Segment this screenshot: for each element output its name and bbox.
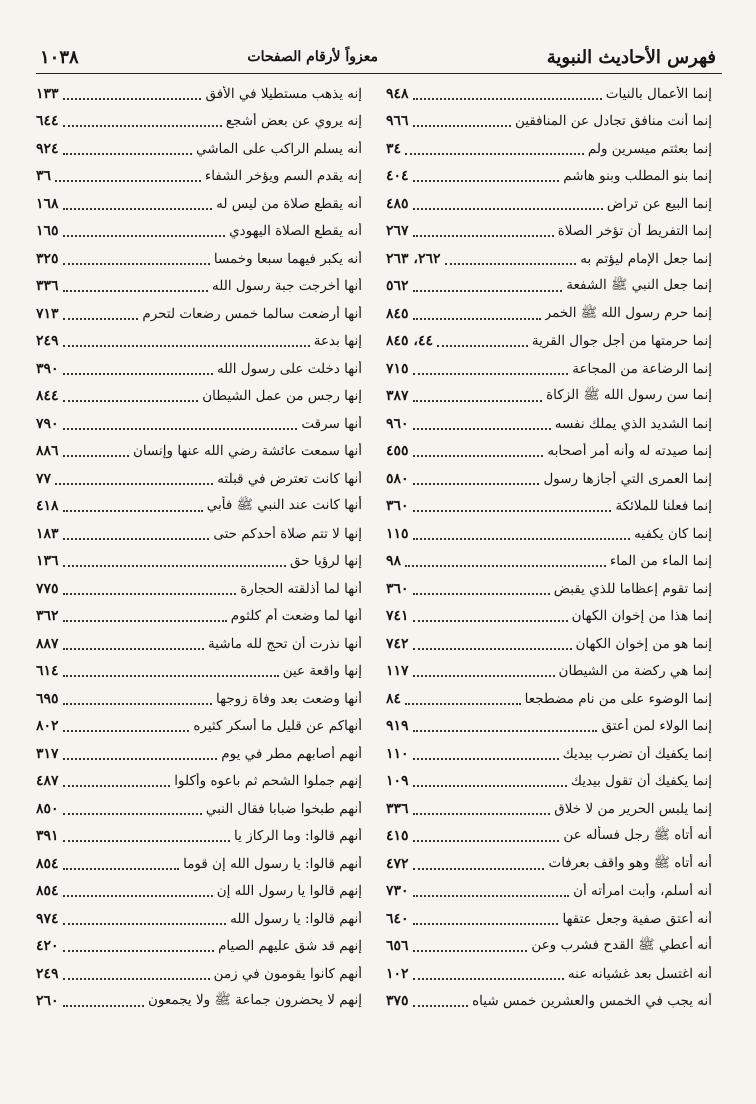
left-column (36, 80, 362, 1015)
index-entry (36, 273, 362, 301)
index-entry (36, 520, 362, 548)
dot-leader (63, 235, 226, 237)
index-entry (386, 933, 712, 961)
page-reference: ٧٧٥ (36, 580, 59, 597)
dot-leader (63, 1005, 144, 1007)
dot-leader (63, 675, 279, 677)
index-entry (386, 603, 712, 631)
hadith-text: أنه يقطع صلاة من ليس له (216, 195, 362, 212)
dot-leader (63, 290, 208, 292)
index-entry (386, 465, 712, 493)
dot-leader (413, 1005, 469, 1007)
hadith-text: إنه يقدم السم ويؤخر الشفاء (204, 168, 362, 185)
hadith-text: أنه أعتق صفية وجعل عتقها (562, 910, 712, 927)
hadith-text: إنما الماء من الماء (609, 553, 712, 570)
hadith-text: أنها نذرت أن تحج لله ماشية (207, 635, 362, 652)
page-reference: ١٠٢ (386, 965, 409, 982)
hadith-text: إنما تقوم إعظاما للذي يقبض (553, 580, 712, 597)
page-reference: ٧١٣ (36, 305, 59, 322)
page-reference: ٣٦٠ (386, 498, 409, 515)
index-entry (386, 768, 712, 796)
index-entry (386, 328, 712, 356)
dot-leader (413, 978, 564, 980)
index-entry (386, 850, 712, 878)
page-reference: ٦٤٠ (386, 910, 409, 927)
dot-leader (63, 98, 202, 100)
dot-leader (413, 648, 572, 650)
index-entry (36, 548, 362, 576)
page-reference: ٤١٥ (386, 828, 409, 845)
page-reference: ١٣٦ (36, 553, 59, 570)
hadith-text: إنما الرضاعة من المجاعة (572, 360, 712, 377)
hadith-text: إنه يذهب مستطيلا في الأفق (205, 85, 362, 102)
dot-leader (413, 675, 555, 677)
hadith-text: إنهم جملوا الشحم ثم باعوه وأكلوا (174, 773, 362, 790)
dot-leader (413, 538, 631, 540)
hadith-text: إنما هذا من إخوان الكهان (571, 608, 712, 625)
page-reference: ٣٦٠ (386, 580, 409, 597)
dot-leader (63, 400, 199, 402)
page-reference: ٤٧٢ (386, 855, 409, 872)
index-entry (386, 713, 712, 741)
dot-leader (413, 620, 568, 622)
dot-leader (63, 373, 213, 375)
page-reference: ٦١٤ (36, 663, 59, 680)
dot-leader (413, 593, 550, 595)
dot-leader (63, 895, 213, 897)
index-entry (386, 878, 712, 906)
dot-leader (63, 758, 218, 760)
dot-leader (413, 813, 551, 815)
index-entry (36, 80, 362, 108)
dot-leader (63, 923, 227, 925)
hadith-text: إنما صيدته له وأنه أمر أصحابه (547, 443, 712, 460)
dot-leader (405, 565, 606, 567)
hadith-text: أنها سمعت عائشة رضي الله عنها وإنسان (132, 443, 362, 460)
hadith-text: إنما الوضوء على من نام مضطجعا (524, 690, 712, 707)
page-reference: ١٨٣ (36, 525, 59, 542)
hadith-text: أنها أرضعت سالما خمس رضعات لتحرم (142, 305, 362, 322)
page-reference: ٩٧٤ (36, 910, 59, 927)
index-entry (36, 658, 362, 686)
page-reference: ٤٠٤ (386, 168, 409, 185)
dot-leader (63, 263, 210, 265)
index-entry (36, 905, 362, 933)
hadith-text: أنها سرقت (301, 415, 362, 432)
dot-leader (63, 208, 213, 210)
page-reference: ٥٦٢ (386, 278, 409, 295)
index-entry (36, 493, 362, 521)
dot-leader (63, 538, 210, 540)
dot-leader (413, 510, 612, 512)
hadith-text: أنهاكم عن قليل ما أسكر كثيره (193, 718, 362, 735)
page-reference: ٧٤٢ (386, 635, 409, 652)
index-entry (386, 383, 712, 411)
index-entry (386, 190, 712, 218)
page-reference: ٩٦٦ (386, 113, 409, 130)
hadith-text: إنما يلبس الحرير من لا خلاق (554, 800, 712, 817)
dot-leader (63, 703, 212, 705)
page-reference: ٦٩٥ (36, 690, 59, 707)
hadith-text: أنها كانت عند النبي ﷺ فأبي (206, 497, 362, 514)
dot-leader (413, 235, 554, 237)
dot-leader (63, 318, 139, 320)
hadith-text: أنه أتاه ﷺ وهو واقف بعرفات (548, 854, 712, 871)
page-reference: ٢٦٢، ٢٦٣ (386, 250, 441, 267)
dot-leader (413, 895, 570, 897)
page-reference: ٩٦٠ (386, 415, 409, 432)
page-reference: ٣٩١ (36, 828, 59, 845)
dot-leader (63, 428, 298, 430)
page-reference: ٣٣٦ (386, 800, 409, 817)
index-entry (36, 960, 362, 988)
page-reference: ٧١٥ (386, 360, 409, 377)
dot-leader (63, 510, 203, 512)
index-entry (36, 768, 362, 796)
index-entry (386, 795, 712, 823)
dot-leader (63, 345, 310, 347)
hadith-text: أنها لما وضعت أم كلثوم (230, 608, 362, 625)
hadith-text: أنه يسلم الراكب على الماشي (195, 140, 362, 157)
page-reference: ٣٤ (386, 140, 402, 157)
running-title: فهرس الأحاديث النبوية (546, 46, 716, 68)
hadith-text: إنه يروي عن بعض أشجع (225, 113, 362, 130)
hadith-text: إنما فعلنا للملائكة (615, 498, 712, 515)
index-entry (386, 740, 712, 768)
index-entry (386, 988, 712, 1016)
hadith-text: إنما الأعمال بالنيات (605, 85, 712, 102)
index-entry (386, 300, 712, 328)
page-reference: ٨٨٧ (36, 635, 59, 652)
hadith-text: أنها أخرجت جبة رسول الله (212, 278, 362, 295)
dot-leader (63, 153, 192, 155)
hadith-text: إنما حرم رسول الله ﷺ الخمر (544, 304, 712, 321)
page-reference: ١١٠ (386, 745, 409, 762)
index-entry (386, 520, 712, 548)
page-header (40, 42, 716, 72)
dot-leader (63, 868, 180, 870)
index-entry (386, 80, 712, 108)
hadith-text: أنه يجب في الخمس والعشرين خمس شياه (472, 993, 712, 1010)
dot-leader (413, 730, 598, 732)
index-entry (36, 795, 362, 823)
page-reference: ٨٥٠ (36, 800, 59, 817)
hadith-text: إنما سن رسول الله ﷺ الزكاة (546, 387, 712, 404)
page-reference: ٨٥٤ (36, 855, 59, 872)
hadith-text: إنما الشديد الذي يملك نفسه (554, 415, 712, 432)
dot-leader (413, 290, 563, 292)
dot-leader (63, 730, 190, 732)
page-reference: ٢٤٩ (36, 333, 59, 350)
page-reference: ٨٤٤ (36, 388, 59, 405)
dot-leader (63, 125, 222, 127)
section-subtitle: معزواً لأرقام الصفحات (247, 49, 379, 65)
index-entry (36, 383, 362, 411)
index-entry (36, 355, 362, 383)
page-reference: ٨٥٤ (36, 883, 59, 900)
hadith-text: إنما التفريط أن تؤخر الصلاة (557, 223, 712, 240)
hadith-text: إنما الولاء لمن أعتق (601, 718, 712, 735)
dot-leader (63, 593, 237, 595)
dot-leader (413, 785, 567, 787)
page-reference: ٩٤٨ (386, 85, 409, 102)
header-rule (36, 73, 722, 74)
page-reference: ٨٨٦ (36, 443, 59, 460)
page-reference: ٩٨ (386, 553, 402, 570)
index-entry (36, 630, 362, 658)
index-entry (36, 988, 362, 1016)
hadith-text: إنما كان يكفيه (634, 525, 712, 542)
page-reference: ٦٤٤ (36, 113, 59, 130)
hadith-text: أنها لما أذلقته الحجارة (240, 580, 362, 597)
hadith-text: إنها لرؤيا حق (290, 553, 362, 570)
page-reference: ١٦٨ (36, 195, 59, 212)
page-reference: ٣٧٥ (386, 993, 409, 1010)
hadith-text: إنها لا تتم صلاة أحدكم حتى (213, 525, 362, 542)
dot-leader (413, 208, 603, 210)
hadith-text: أنهم أصابهم مطر في يوم (221, 745, 362, 762)
hadith-text: أنه يكبر فيهما سبعا وخمسا (213, 250, 362, 267)
index-entry (386, 823, 712, 851)
page-reference: ١١٧ (386, 663, 409, 680)
hadith-text: إنها رجس من عمل الشيطان (202, 388, 362, 405)
page-reference: ٨٤ (386, 690, 402, 707)
index-entry (386, 658, 712, 686)
page-reference: ٥٨٠ (386, 470, 409, 487)
dot-leader (63, 978, 210, 980)
dot-leader (413, 455, 544, 457)
dot-leader (63, 840, 230, 842)
dot-leader (63, 620, 227, 622)
hadith-text: أنه أتاه ﷺ رجل فسأله عن (563, 827, 712, 844)
page-reference: ٢٦٧ (386, 223, 409, 240)
hadith-text: إنها بدعة (313, 333, 362, 350)
dot-leader (413, 125, 511, 127)
hadith-text: أنه أسلم، وأبت امرأته أن (573, 883, 712, 900)
dot-leader (63, 648, 204, 650)
index-entry (36, 933, 362, 961)
index-entry (386, 108, 712, 136)
hadith-text: إنما أنت منافق تجادل عن المنافقين (514, 113, 712, 130)
page-reference: ٤٥٥ (386, 443, 409, 460)
hadith-text: إنما بعثتم ميسرين ولم (587, 140, 712, 157)
index-entry (36, 410, 362, 438)
index-entry (36, 328, 362, 356)
page-reference: ٩١٩ (386, 718, 409, 735)
index-entry (386, 273, 712, 301)
page-reference: ١٣٣ (36, 85, 59, 102)
page-reference: ٣٩٠ (36, 360, 59, 377)
hadith-text: إنما بنو المطلب وبنو هاشم (563, 168, 712, 185)
hadith-text: أنه يقطع الصلاة اليهودي (229, 223, 362, 240)
dot-leader (413, 428, 551, 430)
index-entry (386, 575, 712, 603)
dot-leader (413, 840, 560, 842)
dot-leader (63, 813, 202, 815)
page-reference: ٣٢٥ (36, 250, 59, 267)
page-reference: ٨٠٢ (36, 718, 59, 735)
page-reference: ٤٨٧ (36, 773, 59, 790)
page-reference: ٩٢٤ (36, 140, 59, 157)
dot-leader (63, 565, 286, 567)
dot-leader (55, 180, 201, 182)
index-entry (386, 630, 712, 658)
index-entry (386, 135, 712, 163)
index-entry (36, 438, 362, 466)
page-reference: ٧٣٠ (386, 883, 409, 900)
dot-leader (413, 98, 602, 100)
hadith-text: أنها كانت تعترض في قبلته (217, 470, 362, 487)
page-reference: ٤١٨ (36, 498, 59, 515)
page-reference: ٤٢٠ (36, 938, 59, 955)
page-reference: ٣٨٧ (386, 388, 409, 405)
page-reference: ٣٦٢ (36, 608, 59, 625)
dot-leader (413, 868, 545, 870)
page-reference: ٧٧ (36, 470, 52, 487)
index-entry (386, 905, 712, 933)
dot-leader (413, 758, 559, 760)
page-reference: ٨٤٥ (386, 305, 409, 322)
index-entry (386, 245, 712, 273)
dot-leader (437, 345, 528, 347)
dot-leader (413, 923, 559, 925)
index-entry (36, 878, 362, 906)
index-entry (36, 823, 362, 851)
hadith-text: إنما جعل النبي ﷺ الشفعة (566, 277, 712, 294)
page-reference: ٣١٧ (36, 745, 59, 762)
dot-leader (55, 483, 213, 485)
dot-leader (445, 263, 577, 265)
hadith-text: إنما يكفيك أن تضرب بيديك (562, 745, 712, 762)
dot-leader (413, 950, 528, 952)
page-reference: ٧٩٠ (36, 415, 59, 432)
hadith-text: أنهم قالوا: وما الركاز يا (234, 828, 362, 845)
hadith-text: أنها دخلت على رسول الله (216, 360, 362, 377)
index-entry (386, 163, 712, 191)
hadith-text: إنما هو من إخوان الكهان (575, 635, 712, 652)
dot-leader (63, 785, 171, 787)
index-entry (386, 548, 712, 576)
index-entry (386, 960, 712, 988)
hadith-text: إنما يكفيك أن تقول بيديك (570, 773, 712, 790)
page-reference: ٣٦ (36, 168, 52, 185)
hadith-text: إنهم قالوا يا رسول الله إن (216, 883, 362, 900)
hadith-text: أنهم قالوا: يا رسول الله (230, 910, 362, 927)
hadith-text: أنها وضعت بعد وفاة زوجها (216, 690, 362, 707)
dot-leader (413, 373, 569, 375)
index-entry (36, 245, 362, 273)
dot-leader (405, 153, 584, 155)
index-entry (36, 108, 362, 136)
index-entry (36, 850, 362, 878)
index-entry (386, 438, 712, 466)
hadith-text: أنهم طبخوا ضبابا فقال النبي (205, 800, 362, 817)
hadith-text: أنه اغتسل بعد غشيانه عنه (567, 965, 712, 982)
hadith-text: إنما حرمتها من أجل جوال القرية (531, 333, 712, 350)
dot-leader (413, 400, 543, 402)
page-reference: ٧٤١ (386, 608, 409, 625)
page-reference: ٤٨٥ (386, 195, 409, 212)
page-reference: ٤٤، ٨٤٥ (386, 333, 434, 350)
hadith-text: إنهم قد شق عليهم الصيام (218, 938, 362, 955)
index-entry (36, 740, 362, 768)
page-number: ١٠٣٨ (40, 46, 79, 68)
dot-leader (405, 703, 521, 705)
index-entry (386, 493, 712, 521)
index-entry (36, 465, 362, 493)
hadith-text: أنهم قالوا: يا رسول الله إن قوما (183, 855, 362, 872)
dot-leader (63, 455, 129, 457)
page-reference: ٢٦٠ (36, 993, 59, 1010)
index-entry (36, 163, 362, 191)
hadith-text: أنه أعطي ﷺ القدح فشرب وعن (531, 937, 712, 954)
hadith-text: أنهم كانوا يقومون في زمن (213, 965, 362, 982)
index-entry (36, 713, 362, 741)
index-entry (36, 575, 362, 603)
page-reference: ١١٥ (386, 525, 409, 542)
index-entry (36, 218, 362, 246)
hadith-text: إنما البيع عن تراض (606, 195, 712, 212)
dot-leader (413, 318, 541, 320)
page-reference: ٣٣٦ (36, 278, 59, 295)
dot-leader (413, 180, 560, 182)
index-entry (386, 410, 712, 438)
index-entry (386, 685, 712, 713)
hadith-text: إنما العمرى التي أجازها رسول (543, 470, 712, 487)
page-reference: ١٠٩ (386, 773, 409, 790)
hadith-text: إنها واقعة عين (282, 663, 362, 680)
index-entry (386, 218, 712, 246)
dot-leader (63, 950, 215, 952)
right-column (386, 80, 712, 1015)
page-reference: ٢٤٩ (36, 965, 59, 982)
dot-leader (413, 483, 540, 485)
index-entry (386, 355, 712, 383)
index-entry (36, 685, 362, 713)
index-entry (36, 190, 362, 218)
index-entry (36, 300, 362, 328)
hadith-text: إنهم لا يحضرون جماعة ﷺ ولا يجمعون (148, 992, 362, 1009)
page-reference: ١٦٥ (36, 223, 59, 240)
hadith-text: إنما جعل الإمام ليؤتم به (580, 250, 712, 267)
page-reference: ٦٥٦ (386, 938, 409, 955)
index-entry (36, 603, 362, 631)
hadith-text: إنما هي ركضة من الشيطان (558, 663, 712, 680)
index-entry (36, 135, 362, 163)
